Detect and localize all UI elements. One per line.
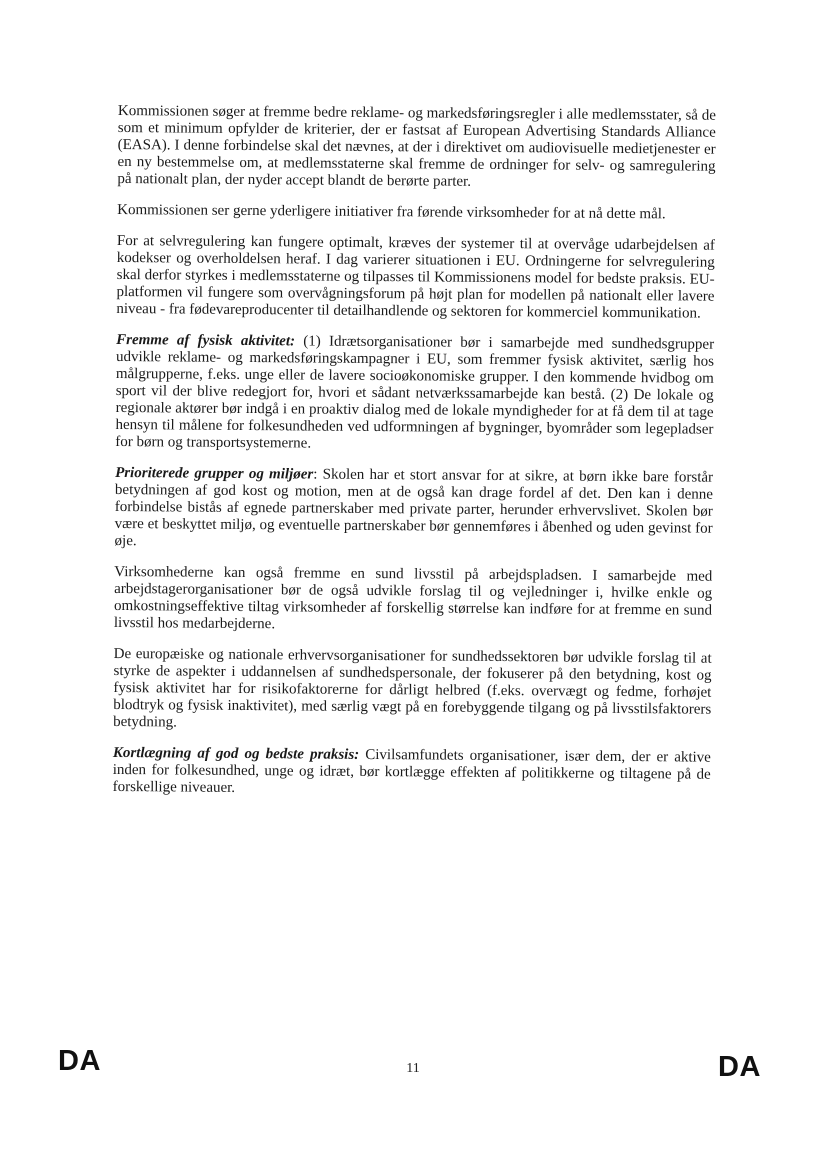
paragraph-2-text: Kommissionen ser gerne yderligere initiativer fra førende virksomheder for at nå dette mål.	[117, 201, 666, 223]
paragraph-3	[116, 233, 715, 323]
paragraph-3-text: For at selvregulering kan fungere optimalt, kræves der systemer til at overvåge udarbejdelsen af kodekser og overholdelsen heraf. I dag varierer situationen i EU. Ordningerne for selvregulering skal derfor styrkes i medlemsstaterne og tilpasses til Kommissionens model for bedste praksis. EU-platformen vil fungere som overvågningsforum på højt plan for modellen på nationalt eller lavere niveau - fra fødevareproducenter til detailhandlende og sektoren for kommerciel kommunikation.	[116, 232, 715, 322]
page-number: 11	[406, 1061, 420, 1076]
paragraph-5	[114, 465, 713, 555]
paragraph-6	[114, 564, 713, 637]
paragraph-1-text: Kommissionen søger at fremme bedre reklame- og markedsføringsregler i alle medlemsstater, så de som et minimum opfylder de kriterier, der er fastsat af European Advertising Standards Alliance (EASA). I denne forbindelse skal det nævnes, at der i direktivet om audiovisuelle medietjenester er en ny bestemmelse om, at medlemsstaterne skal fremme de ordninger for selv- og samregulering på nationalt plan, der nyder accept blandt de berørte parter.	[117, 103, 716, 190]
paragraph-6-text: Virksomhederne kan også fremme en sund livsstil på arbejdspladsen. I samarbejde med arbejdstagerorganisationer bør de også udvikle forslag til og vejledninger i, hvilke enkle og omkostningseffektive tiltag virksomheder af forskellig størrelse kan indføre for at fremme en sund livsstil hos medarbejderne.	[113, 563, 713, 633]
paragraph-8-text: Civilsamfundets organisationer, især dem, der er aktive inden for folkesundhed, unge og idræt, bør kortlægge effekten af politikkerne og tiltagene på de forskellige niveauer.	[112, 746, 711, 796]
language-code-left: DA	[58, 1045, 101, 1077]
paragraph-4-text: (1) Idrætsorganisationer bør i samarbejde med sundhedsgrupper udvikle reklame- og markedsføringskampagner i EU, som fremmer fysisk aktivitet, særlig hos målgrupperne, f.eks. unge eller de lavere socioøkonomiske grupper. I den kommende hvidbog om sport vil der blive redegjort for, hvori et sådant netværkssamarbejde kan bestå. (2) De lokale og regionale aktører bør indgå i en proaktiv dialog med de lokale myndigheder for at få dem til at tage hensyn til målene for folkesundheden ved udformningen af bygninger, byområder som legepladser for børn og transportsystemerne.	[115, 333, 715, 452]
paragraph-4	[115, 332, 714, 456]
paragraph-5-text: : Skolen har et stort ansvar for at sikre, at børn ikke bare forstår betydningen af god kost og motion, men at de også kan drage fordel af det. Den kan i denne forbindelse bistås af egnede partnerskaber med private parter, herunder erhvervslivet. Skolen bør være et beskyttet miljø, og eventuelle partnerskaber bør gennemføres i åbenhed og uden gevinst for øje.	[114, 466, 714, 550]
paragraph-8-lead: Kortlægning af god og bedste praksis:	[112, 744, 360, 763]
paragraph-7-text: De europæiske og nationale erhvervsorganisationer for sundhedssektoren bør udvikle forslag til at styrke de aspekter i uddannelsen af sundhedspersonale, der fokuserer på den betydning, kost og fysisk aktivitet har for risikofaktorerne for dårligt helbred (f.eks. overvægt og fedme, forhøjet blodtryk og fysisk inaktivitet), med særlig vægt på en forebyggende tilgang og på livsstilsfaktorers betydning.	[113, 645, 712, 731]
language-code-right: DA	[718, 1051, 761, 1083]
paragraph-7	[113, 646, 712, 736]
paragraph-2	[117, 202, 715, 224]
paragraph-4-lead: Fremme af fysisk aktivitet:	[116, 331, 296, 350]
paragraph-5-lead: Prioriterede grupper og miljøer	[115, 464, 314, 483]
body-text	[112, 103, 716, 815]
paragraph-8	[113, 745, 711, 801]
paragraph-1	[117, 103, 716, 193]
